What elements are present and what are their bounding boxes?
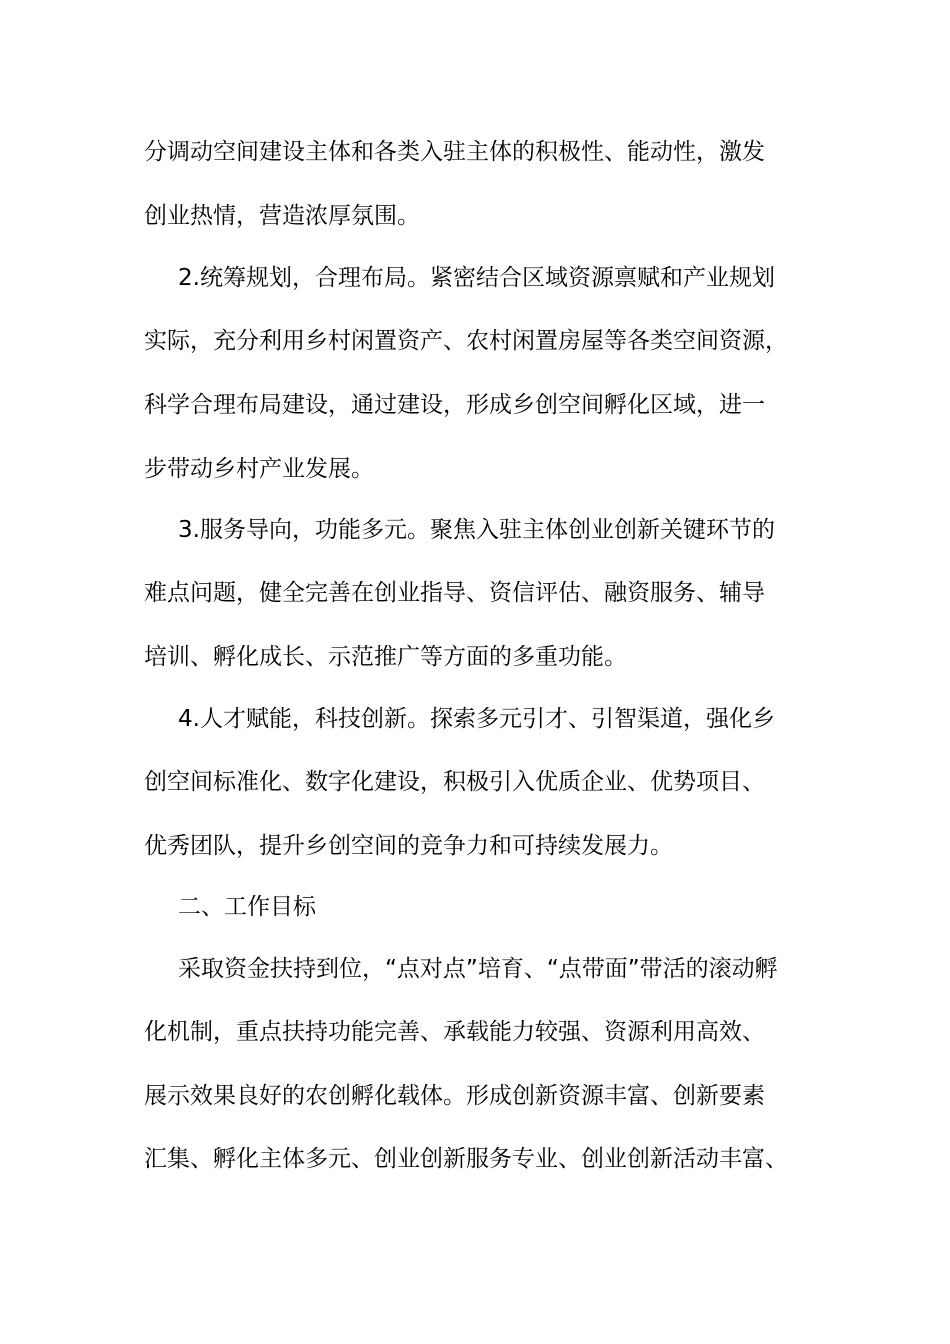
paragraph-line: 优秀团队，提升乡创空间的竞争力和可持续发展力。 — [144, 833, 673, 859]
paragraph-line: 采取资金扶持到位，“点对点”培育、“点带面”带活的滚动孵 — [178, 956, 778, 982]
paragraph-line: 汇集、孵化主体多元、创业创新服务专业、创业创新活动丰富、 — [144, 1146, 788, 1172]
paragraph-line: 2.统筹规划，合理布局。紧密结合区域资源禀赋和产业规划 — [178, 265, 775, 291]
paragraph-line: 4.人才赋能，科技创新。探索多元引才、引智渠道，强化乡 — [178, 706, 775, 732]
paragraph-line: 创业热情，营造浓厚氛围。 — [144, 203, 420, 229]
paragraph-line: 3.服务导向，功能多元。聚焦入驻主体创业创新关键环节的 — [178, 517, 775, 543]
paragraph-line: 化机制，重点扶持功能完善、承载能力较强、资源利用高效、 — [144, 1019, 765, 1045]
paragraph-line: 步带动乡村产业发展。 — [144, 456, 374, 482]
paragraph-line: 难点问题，健全完善在创业指导、资信评估、融资服务、辅导 — [144, 580, 765, 606]
paragraph-line: 培训、孵化成长、示范推广等方面的多重功能。 — [144, 644, 627, 670]
paragraph-line: 实际，充分利用乡村闲置资产、农村闲置房屋等各类空间资源， — [144, 328, 788, 354]
paragraph-line: 科学合理布局建设，通过建设，形成乡创空间孵化区域，进一 — [144, 392, 765, 418]
paragraph-line: 创空间标准化、数字化建设，积极引入优质企业、优势项目、 — [144, 769, 765, 795]
paragraph-line: 分调动空间建设主体和各类入驻主体的积极性、能动性，激发 — [144, 139, 765, 165]
paragraph-line: 展示效果良好的农创孵化载体。形成创新资源丰富、创新要素 — [144, 1083, 765, 1109]
section-heading: 二、工作目标 — [178, 894, 316, 920]
